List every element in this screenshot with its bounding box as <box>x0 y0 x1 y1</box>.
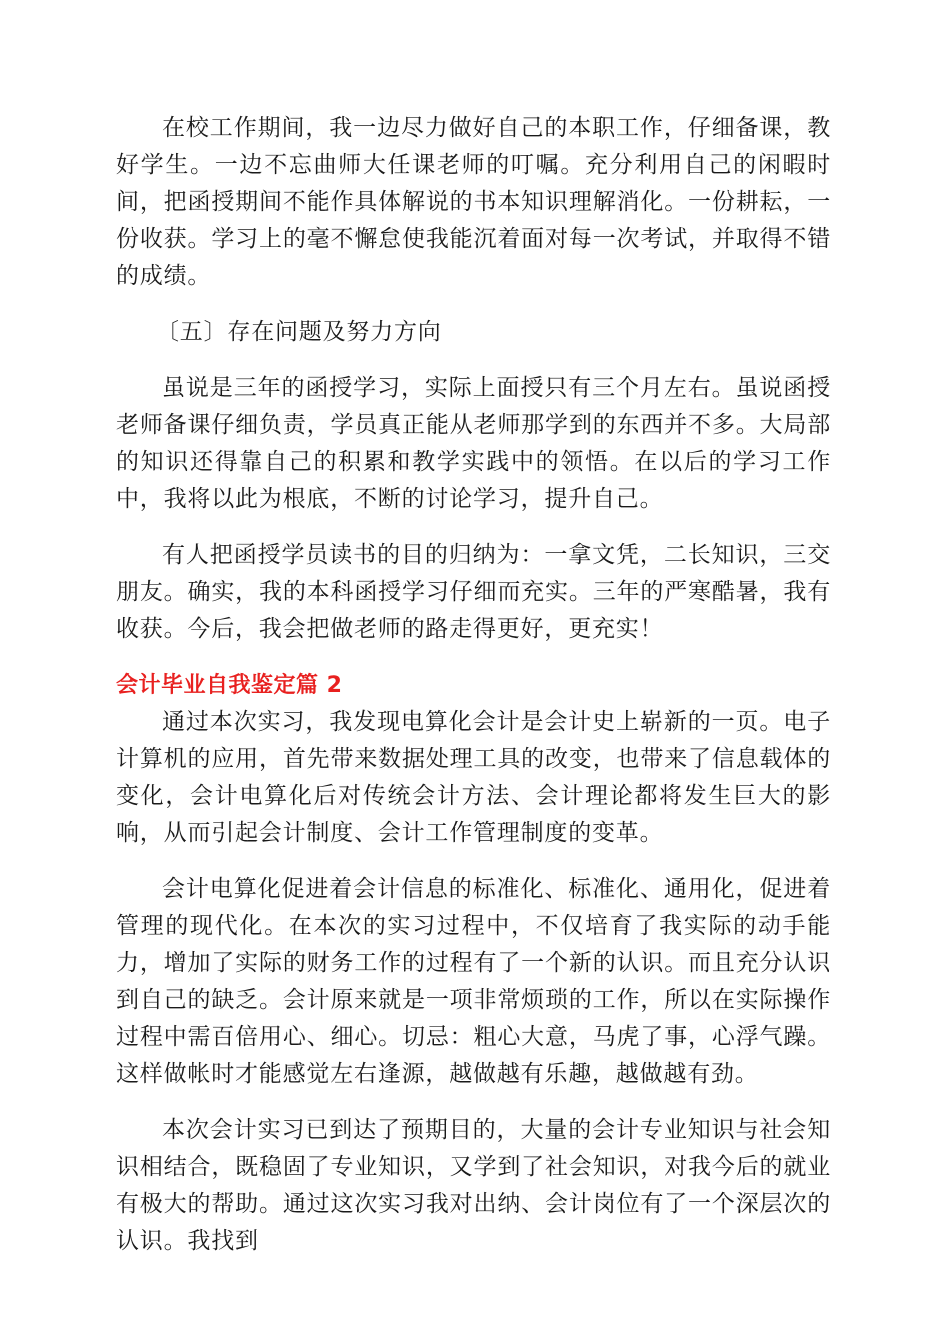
paragraph-study-purpose: 有人把函授学员读书的目的归纳为：一拿文凭，二长知识，三交朋友。确实，我的本科函授学习仔细而充实。三年的严寒酷暑，我有收获。今后，我会把做老师的路走得更好，更充实！ <box>116 542 831 642</box>
section-heading: 会计毕业自我鉴定篇 2 <box>116 673 343 698</box>
subheading-problems: 〔五〕存在问题及努力方向 <box>156 319 442 345</box>
paragraph-internship-intro: 通过本次实习，我发现电算化会计是会计史上崭新的一页。电子计算机的应用，首先带来数据处理工具的改变，也带来了信息载体的变化，会计电算化后对传统会计方法、会计理论都将发生巨大的影响，从而引起会计制度、会计工作管理制度的变革。 <box>116 709 831 846</box>
document-body <box>116 110 831 1279</box>
paragraph-accounting-computerization: 会计电算化促进着会计信息的标准化、标准化、通用化，促进着管理的现代化。在本次的实习过程中，不仅培育了我实际的动手能力，增加了实际的财务工作的过程有了一个新的认识。而且充分认识到自己的缺乏。会计原来就是一项非常烦琐的工作，所以在实际操作过程中需百倍用心、细心。切忌：粗心大意，马虎了事，心浮气躁。这样做帐时才能感觉左右逢源，越做越有乐趣，越做越有劲。 <box>116 876 831 1087</box>
paragraph-work-period: 在校工作期间，我一边尽力做好自己的本职工作，仔细备课，教好学生。一边不忘曲师大任课老师的叮嘱。充分利用自己的闲暇时间，把函授期间不能作具体解说的书本知识理解消化。一份耕耘，一份收获。学习上的毫不懈怠使我能沉着面对每一次考试，并取得不错的成绩。 <box>116 115 831 289</box>
paragraph-correspondence-study: 虽说是三年的函授学习，实际上面授只有三个月左右。虽说函授老师备课仔细负责，学员真正能从老师那学到的东西并不多。大局部的知识还得靠自己的积累和教学实践中的领悟。在以后的学习工作中，我将以此为根底，不断的讨论学习，提升自己。 <box>116 375 831 512</box>
paragraph-internship-result: 本次会计实习已到达了预期目的，大量的会计专业知识与社会知识相结合，既稳固了专业知识，又学到了社会知识，对我今后的就业有极大的帮助。通过这次实习我对出纳、会计岗位有了一个深层次的认识。我找到 <box>116 1117 831 1254</box>
